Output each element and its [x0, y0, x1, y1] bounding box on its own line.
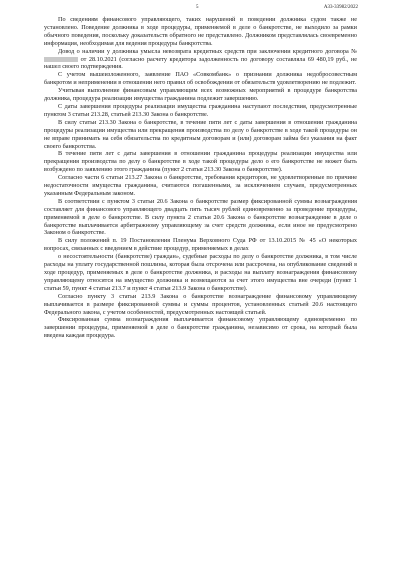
paragraph: В силу положений п. 19 Постановления Пленума Верховного Суда РФ от 13.10.2015 № 45 «О некоторых вопросах, связанных с введением в действие процедур, применяемых в делах: [44, 237, 357, 253]
paragraph: о несостоятельности (банкротстве) граждан», судебные расходы по делу о банкротстве должника, в том числе расходы на уплату государственной пошлины, которая была отсрочена или рассрочена, на опубликование сведений в ходе процедур, применяемых в деле о банкротстве должника, и расходы на выплату вознаграждения финансовому управляющему относятся на имущество должника и возмещаются за счет этого имущества вне очереди (пункт 1 статьи 59, пункт 4 статьи 213.7 и пункт 4 статьи 213.9 Закона о банкротстве).: [44, 253, 357, 292]
page-header: [0, 5, 400, 15]
paragraph: В силу статьи 213.30 Закона о банкротстве, в течение пяти лет с даты завершения в отношении гражданина процедуры реализации имущества или прекращения производства по делу о банкротстве в ходе такой процедуры он не вправе принимать на себя обязательства по кредитным договорам и (или) договорам займа без указания на факт своего банкротства.: [44, 118, 357, 150]
paragraph-text: Довод о наличии у должника умысла невозврата кредитных средств при заключении кредитного договора №: [58, 47, 357, 55]
document-body: [44, 16, 357, 340]
paragraph: Согласно части 6 статьи 213.27 Закона о банкротстве, требования кредиторов, не удовлетворенные по причине недостаточности имущества гражданина, считаются погашенными, за исключением случаев, предусмотренных указанным Федеральным законом.: [44, 174, 357, 197]
paragraph: С даты завершения процедуры реализации имущества гражданина наступают последствия, предусмотренные пунктом 3 статьи 213.28, статьей 213.30 Закона о банкротстве.: [44, 102, 357, 118]
case-number: А33-33982/2022: [323, 5, 358, 10]
redacted-number: [44, 57, 78, 62]
paragraph: Согласно пункту 3 статьи 213.9 Закона о банкротстве вознаграждение финансовому управляющему выплачивается в размере фиксированной суммы и суммы процентов, установленных статьей 20.6 настоящего Федерального закона, с учетом особенностей, предусмотренных настоящей статьей.: [44, 292, 357, 316]
page-number: 5: [196, 5, 199, 10]
paragraph: В течение пяти лет с даты завершения в отношении гражданина процедуры реализации имущества или прекращения производства по делу о банкротстве в ходе такой процедуры дело о его банкротстве не может быть возбуждено по заявлению этого гражданина (пункт 2 статьи 213.30 Закона о банкротстве).: [44, 150, 357, 174]
paragraph: Учитывая выполнение финансовым управляющим всех возможных мероприятий в процедуре банкротства должника, процедура реализации имущества гражданина подлежит завершению.: [44, 87, 357, 103]
paragraph: С учетом вышеизложенного, заявление ПАО «Совкомбанк» о признании должника недобросовестным банкротом и неприменении в отношении него правил об освобождении от обязательств удовлетворению не подлежит.: [44, 71, 357, 87]
paragraph: Фиксированная сумма вознаграждения выплачивается финансовому управляющему единовременно по завершении процедуры, применяемой в деле о банкротстве гражданина, независимо от срока, на который была введена каждая процедура.: [44, 316, 357, 340]
paragraph: По сведениям финансового управляющего, таких нарушений в поведении должника судом также не установлено. Поведение должника в ходе процедуры, применяемой в деле о банкротстве, не выходило за рамки обычного поведения, поскольку доказательств обратного не представлено. Должником представлялась своевременно информация, необходимая для ведения процедуры банкротства.: [44, 16, 357, 47]
paragraph-text: от 28.10.2021 (согласно расчету кредитора задолженность по договору составляла 69 480,19 руб., не нашел своего подтверждения.: [44, 55, 357, 71]
paragraph: [44, 48, 357, 72]
paragraph: В соответствии с пунктом 3 статьи 20.6 Закона о банкротстве размер фиксированной суммы вознаграждения составляет для финансового управляющего двадцать пять тысяч рублей единовременно за проведение процедуры, применяемой в деле о банкротстве. В силу пункта 2 статьи 20.6 Закона о банкротстве вознаграждение в деле о банкротстве выплачивается арбитражному управляющему за счет средств должника, если иное не предусмотрено Законом о банкротстве.: [44, 197, 357, 237]
